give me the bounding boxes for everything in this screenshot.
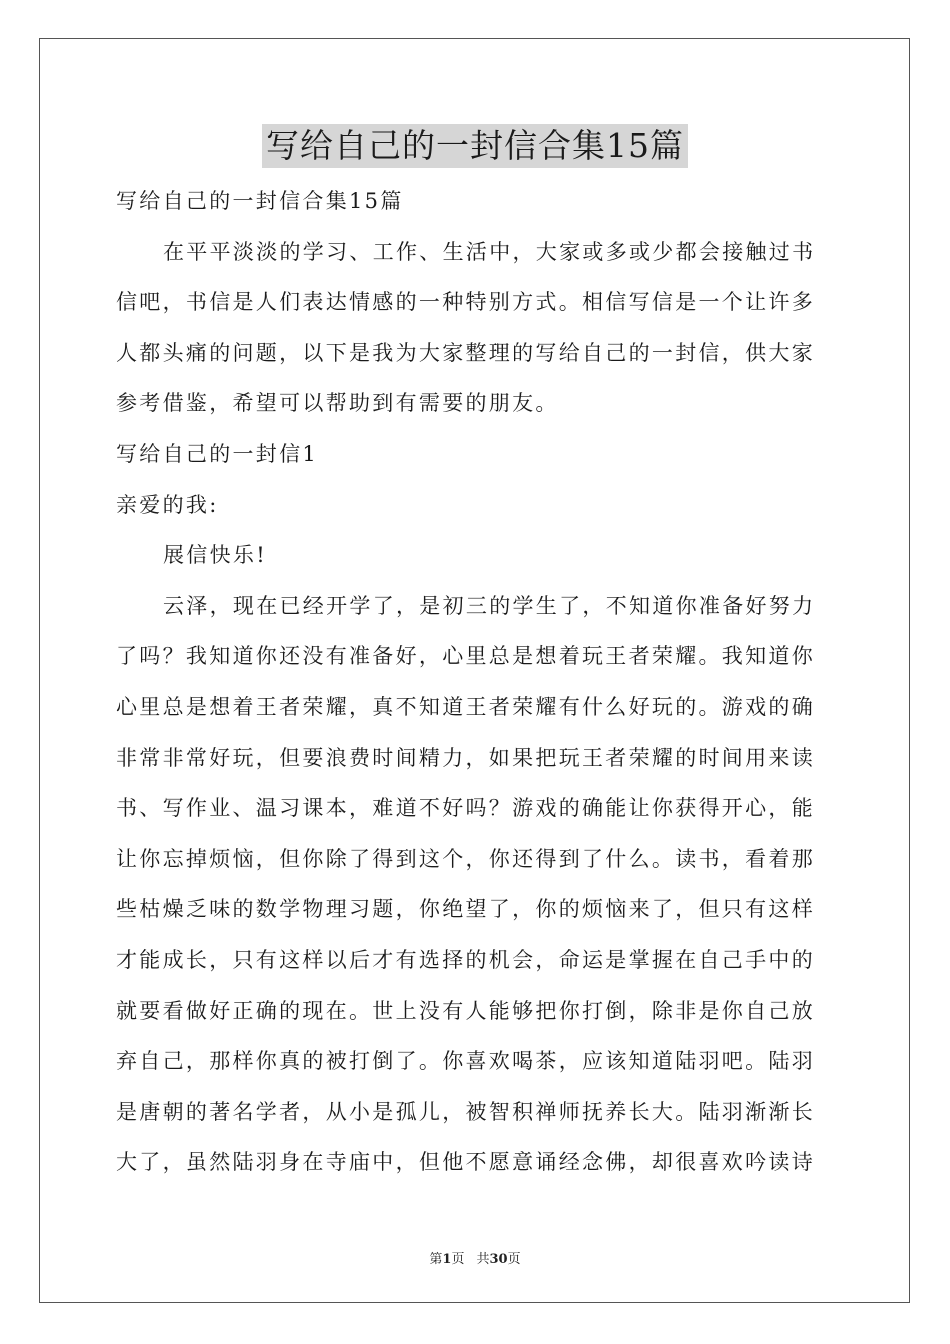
letter-paragraph-line: 是唐朝的著名学者，从小是孤儿，被智积禅师抚养长大。陆羽渐渐长: [116, 1099, 815, 1124]
letter-paragraph-line: 大了，虽然陆羽身在寺庙中，但他不愿意诵经念佛，却很喜欢吟读诗: [116, 1150, 815, 1175]
letter-paragraph-line: 书、写作业、温习课本，难道不好吗？游戏的确能让你获得开心，能: [116, 796, 815, 821]
subtitle-line: 写给自己的一封信合集15篇: [116, 189, 404, 213]
page-footer: [0, 1248, 950, 1267]
letter-paragraph-line: 就要看做好正确的现在。世上没有人能够把你打倒，除非是你自己放: [116, 998, 815, 1023]
intro-paragraph-line: 信吧，书信是人们表达情感的一种特别方式。相信写信是一个让许多: [116, 290, 815, 315]
total-pages: 30: [489, 1252, 508, 1267]
letter-paragraph-line: 弃自己，那样你真的被打倒了。你喜欢喝茶，应该知道陆羽吧。陆羽: [116, 1049, 815, 1074]
page-prefix: 第: [429, 1252, 443, 1267]
title-container: [0, 124, 950, 168]
letter-paragraph-line: 了吗？我知道你还没有准备好，心里总是想着玩王者荣耀。我知道你: [116, 644, 815, 669]
total-prefix: 共: [476, 1252, 490, 1267]
salutation: 亲爱的我:: [116, 492, 219, 517]
document-title: 写给自己的一封信合集15篇: [262, 124, 688, 168]
page-number: 1: [442, 1252, 452, 1267]
intro-paragraph-line: 在平平淡淡的学习、工作、生活中，大家或多或少都会接触过书: [163, 239, 816, 264]
greeting: 展信快乐!: [163, 543, 267, 568]
letter-paragraph-line: 心里总是想着王者荣耀，真不知道王者荣耀有什么好玩的。游戏的确: [116, 694, 815, 719]
section-heading: 写给自己的一封信1: [116, 441, 319, 466]
total-suffix: 页: [507, 1252, 521, 1267]
page-suffix: 页: [451, 1252, 465, 1267]
letter-paragraph-line: 才能成长，只有这样以后才有选择的机会，命运是掌握在自己手中的: [116, 947, 815, 972]
letter-paragraph-line: 让你忘掉烦恼，但你除了得到这个，你还得到了什么。读书，看着那: [116, 846, 815, 871]
intro-paragraph-line: 参考借鉴，希望可以帮助到有需要的朋友。: [116, 391, 559, 416]
intro-paragraph-line: 人都头痛的问题，以下是我为大家整理的写给自己的一封信，供大家: [116, 340, 815, 365]
letter-paragraph-line: 些枯燥乏味的数学物理习题，你绝望了，你的烦恼来了，但只有这样: [116, 897, 815, 922]
document-body: [116, 176, 834, 1188]
letter-paragraph-line: 云泽，现在已经开学了，是初三的学生了，不知道你准备好努力: [163, 593, 816, 618]
letter-paragraph-line: 非常非常好玩，但要浪费时间精力，如果把玩王者荣耀的时间用来读: [116, 745, 815, 770]
